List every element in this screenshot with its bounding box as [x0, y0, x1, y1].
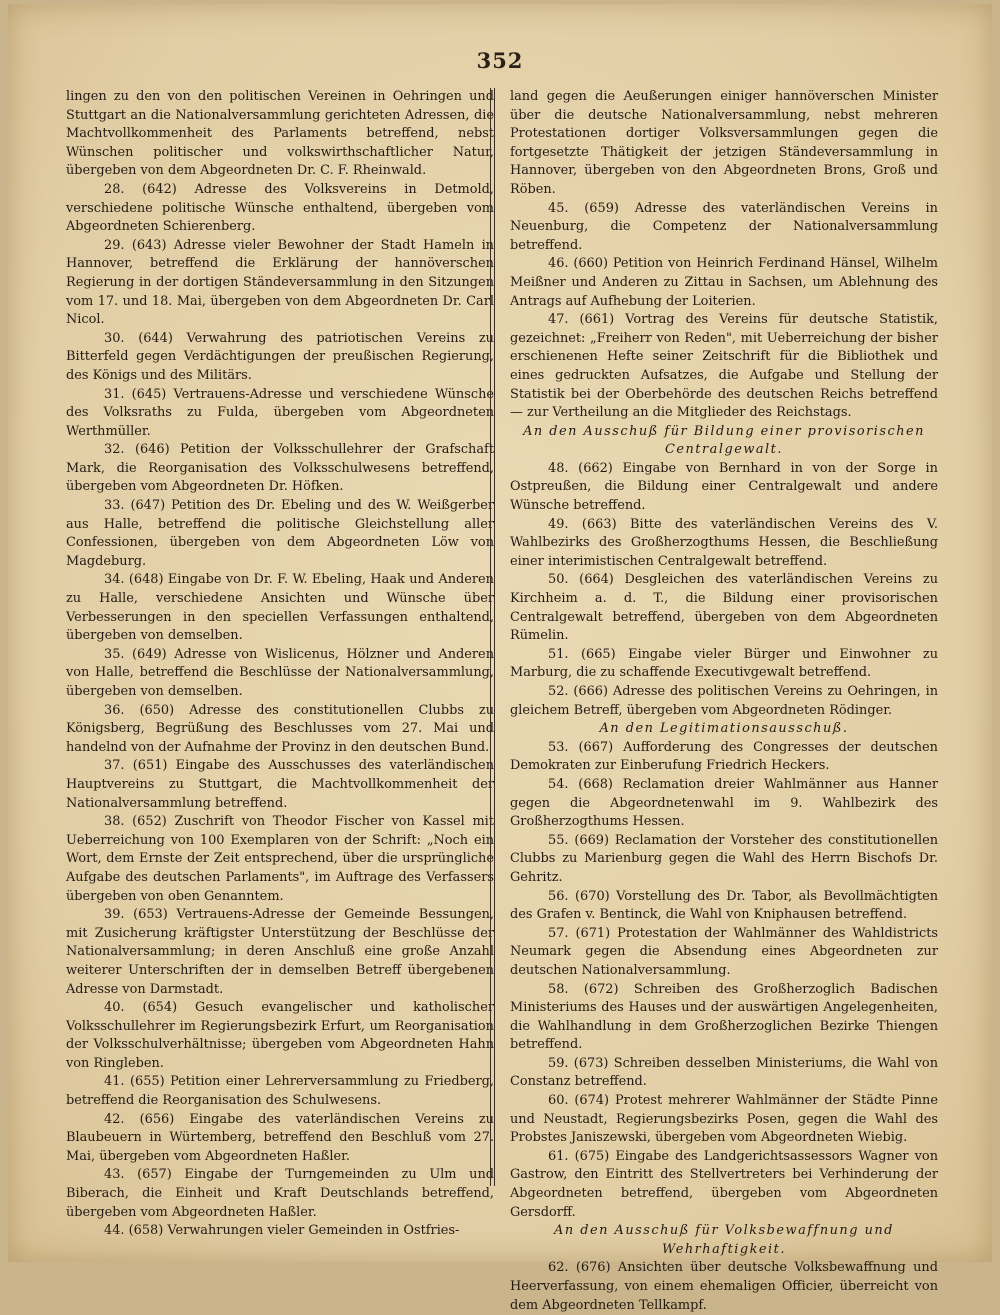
petition-entry: 54. (668) Reclamation dreier Wahlmänner aus Hanner gegen die Abgeordnetenwahl im 9. Wahlbezirk des Großherzogthums Hessen.: [510, 776, 938, 830]
petition-entry: 60. (674) Protest mehrerer Wahlmänner der Städte Pinne und Neustadt, Regierungsbezirks Posen, gegen die Wahl des Probstes Janiszewski, übergeben vom Abgeordneten Wiebig.: [510, 1093, 938, 1146]
petition-entry: 44. (658) Verwahrungen vieler Gemeinden in Ostfries-: [104, 1223, 460, 1239]
petition-entry: 42. (656) Eingabe des vaterländischen Vereins zu Blaubeuern in Würtemberg, betreffend den Beschluß vom 27. Mai, übergeben vom Abgeordneten Haßler.: [66, 1111, 494, 1164]
petition-entry: 28. (642) Adresse des Volksvereins in Detmold, verschiedene politische Wünsche enthaltend, übergeben vom Abgeordneten Schierenberg.: [66, 181, 494, 235]
petition-entry: 46. (660) Petition von Heinrich Ferdinand Hänsel, Wilhelm Meißner und Anderen zu Zittau in Sachsen, um Ablehnung des Antrags auf Aufhebung der Loiterien.: [510, 256, 938, 309]
document-page: [8, 4, 992, 1313]
petition-entry: 39. (653) Vertrauens-Adresse der Gemeinde Bessungen, mit Zusicherung kräftigster Unterstützung der Beschlüsse der Nationalversammlung; in deren Anschluß eine große Anzahl weiterer Unterschriften der in demselben Betreff übergebenen Adresse von Darmstadt.: [66, 907, 494, 997]
petition-entry: 48. (662) Eingabe von Bernhard in von der Sorge in Ostpreußen, die Bildung einer Centralgewalt und andere Wünsche betreffend.: [510, 460, 938, 514]
petition-entry: 43. (657) Eingabe der Turngemeinden zu Ulm und Biberach, die Einheit und Kraft Deutschlands betreffend, übergeben vom Abgeordneten Haßler.: [66, 1167, 494, 1220]
petition-entry: 34. (648) Eingabe von Dr. F. W. Ebeling, Haak und Anderen zu Halle, verschiedene Ansichten und Wünsche über Verbesserungen in den speciellen Verfassungen enthaltend, übergeben von demselben.: [66, 572, 494, 644]
column-divider: [490, 88, 495, 1186]
petition-entry: land gegen die Aeußerungen einiger hannöverschen Minister über die deutsche Nationalversammlung, nebst mehreren Protestationen dortiger Volksversammlungen gegen die fortgesetzte Thätigkeit der jetzigen Ständeversammlung in Hannover, übergeben von den Abgeordneten Brons, Groß und Röben.: [510, 89, 938, 197]
petition-entry: 61. (675) Eingabe des Landgerichtsassessors Wagner von Gastrow, den Eintritt des Stellvertreters bei Verhinderung der Abgeordneten betreffend, übergeben vom Abgeordneten Gersdorff.: [510, 1148, 938, 1220]
petition-entry: lingen zu den von den politischen Vereinen in Oehringen und Stuttgart an die Nationalversammlung gerichteten Adressen, die Machtvollkommenheit des Parlaments betreffend, nebst Wünschen politischer und volkswirthschaftlicher Natur, übergeben von dem Abgeordneten Dr. C. F. Rheinwald.: [66, 89, 494, 179]
petition-entry: 62. (676) Ansichten über deutsche Volksbewaffnung und Heerverfassung, von einem ehemaligen Officier, überreicht von dem Abgeordneten Tellkampf.: [510, 1260, 938, 1313]
petition-entry: 57. (671) Protestation der Wahlmänner des Wahldistricts Neumark gegen die Absendung eines Abgeordneten zur deutschen Nationalversammlung.: [510, 925, 938, 978]
petition-entry: 52. (666) Adresse des politischen Vereins zu Oehringen, in gleichem Betreff, übergeben vom Abgeordneten Rödinger.: [510, 684, 938, 718]
petition-entry: 35. (649) Adresse von Wislicenus, Hölzner und Anderen von Halle, betreffend die Beschlüsse der Nationalversammlung, übergeben von demselben.: [66, 646, 494, 699]
petition-entry: 49. (663) Bitte des vaterländischen Vereins des V. Wahlbezirks des Großherzogthums Hessen, die Beschließung einer interimistischen Centralgewalt betreffend.: [510, 516, 938, 569]
petition-entry: 40. (654) Gesuch evangelischer und katholischer Volksschullehrer im Regierungsbezirk Erfurt, um Reorganisation der Volksschulverhältnisse; übergeben vom Abgeordneten Hahn von Ringleben.: [66, 1000, 494, 1071]
petition-entry: 30. (644) Verwahrung des patriotischen Vereins zu Bitterfeld gegen Verdächtigungen der preußischen Regierung, des Königs und des Militärs.: [66, 330, 494, 383]
petition-entry: 51. (665) Eingabe vieler Bürger und Einwohner zu Marburg, die zu schaffende Executivgewalt betreffend.: [510, 646, 938, 681]
right-column: [510, 88, 938, 1315]
section-heading: An den Ausschuß für Bildung einer provisorischen Centralgewalt.: [523, 423, 925, 458]
petition-entry: 47. (661) Vortrag des Vereins für deutsche Statistik, gezeichnet: „Freiherr von Reden", mit Ueberreichung der bisher erschienenen Hefte seiner Zeitschrift für die Bibliothek und eines gedruckten Aufsatzes, die Aufgabe und Stellung der Statistik bei der Oberbehörde des deutschen Reichs betreffend — zur Vertheilung an die Mitglieder des Reichstags.: [510, 312, 938, 421]
petition-entry: 37. (651) Eingabe des Ausschusses des vaterländischen Hauptvereins zu Stuttgart, die Machtvollkommenheit der Nationalversammlung betreffend.: [66, 758, 494, 811]
section-heading: An den Ausschuß für Volksbewaffnung und Wehrhaftigkeit.: [554, 1223, 894, 1257]
petition-entry: 36. (650) Adresse des constitutionellen Clubbs zu Königsberg, Begrüßung des Beschlusses vom 27. Mai und handelnd von der Aufnahme der Provinz in den deutschen Bund.: [66, 702, 494, 755]
petition-entry: 56. (670) Vorstellung des Dr. Tabor, als Bevollmächtigten des Grafen v. Bentinck, die Wahl von Kniphausen betreffend.: [510, 888, 938, 923]
petition-entry: 31. (645) Vertrauens-Adresse und verschiedene Wünsche des Volksraths zu Fulda, übergeben vom Abgeordneten Werthmüller.: [66, 386, 494, 439]
petition-entry: 50. (664) Desgleichen des vaterländischen Vereins zu Kirchheim a. d. T., die Bildung einer provisorischen Centralgewalt betreffend, übergeben von dem Abgeordneten Rümelin.: [510, 572, 938, 644]
petition-entry: 38. (652) Zuschrift von Theodor Fischer von Kassel mit Ueberreichung von 100 Exemplaren von der Schrift: „Noch ein Wort, dem Ernste der Zeit entsprechend, über die ursprüngliche Aufgabe des deutschen Parlaments", im Auftrage des Verfassers übergeben von oben Genanntem.: [66, 814, 494, 904]
petition-entry: 32. (646) Petition der Volksschullehrer der Grafschaft Mark, die Reorganisation des Volksschulwesens betreffend, übergeben vom Abgeordneten Dr. Höfken.: [66, 442, 494, 495]
section-heading: An den Legitimationsausschuß.: [599, 721, 849, 737]
petition-entry: 41. (655) Petition einer Lehrerversammlung zu Friedberg, betreffend die Reorganisation des Schulwesens.: [66, 1074, 494, 1109]
petition-entry: 58. (672) Schreiben des Großherzoglich Badischen Ministeriums des Hauses und der auswärtigen Angelegenheiten, die Wahlhandlung in dem Großherzoglichen Bezirke Thiengen betreffend.: [510, 981, 938, 1053]
petition-entry: 59. (673) Schreiben desselben Ministeriums, die Wahl von Constanz betreffend.: [510, 1055, 938, 1090]
left-column: [66, 88, 494, 1241]
petition-entry: 29. (643) Adresse vieler Bewohner der Stadt Hameln in Hannover, betreffend die Erklärung der hannöverschen Regierung in der dortigen Ständeversammlung in den Sitzungen vom 17. und 18. Mai, übergeben von dem Abgeordneten Dr. Carl Nicol.: [66, 237, 494, 328]
petition-entry: 45. (659) Adresse des vaterländischen Vereins in Neuenburg, die Competenz der Nationalversammlung betreffend.: [510, 200, 938, 253]
petition-entry: 55. (669) Reclamation der Vorsteher des constitutionellen Clubbs zu Marienburg gegen die Wahl des Herrn Bischofs Dr. Gehritz.: [510, 832, 938, 885]
petition-entry: 53. (667) Aufforderung des Congresses der deutschen Demokraten zur Einberufung Friedrich Heckers.: [510, 739, 938, 774]
petition-entry: 33. (647) Petition des Dr. Ebeling und des W. Weißgerber aus Halle, betreffend die politische Gleichstellung aller Confessionen, übergeben von dem Abgeordneten Löw von Magdeburg.: [66, 498, 494, 569]
page-number: 352: [476, 48, 524, 73]
